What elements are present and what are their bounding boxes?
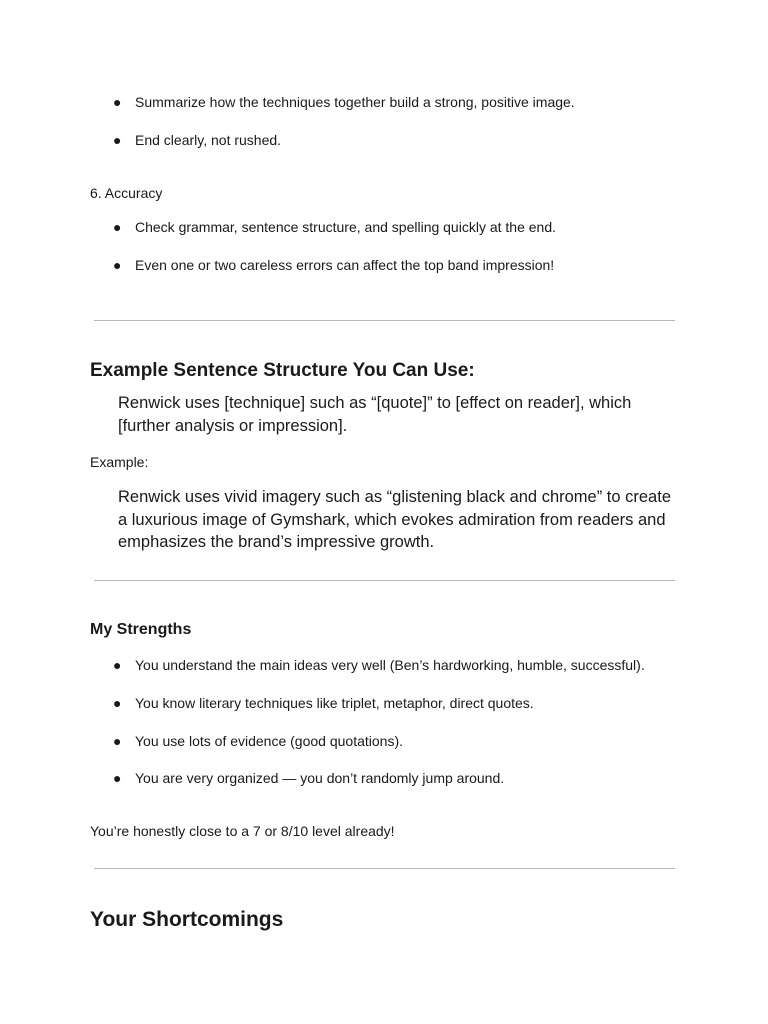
list-item — [113, 693, 534, 713]
bullet-text: You are very organized — you don’t randomly jump around. — [135, 770, 505, 786]
bullet-text: You use lots of evidence (good quotations). — [135, 733, 404, 749]
bullet-icon: ● — [113, 132, 122, 148]
bullet-icon: ● — [113, 94, 122, 110]
bullet-icon: ● — [113, 657, 122, 673]
list-item — [113, 130, 281, 150]
example-text: Renwick uses vivid imagery such as “glistening black and chrome” to create a luxurious image of Gymshark, which evokes admiration from readers and emphasizes the brand’s impressive growth. — [118, 488, 671, 551]
list-item — [113, 768, 504, 788]
bullet-icon: ● — [113, 733, 122, 749]
shortcomings-heading: Your Shortcomings — [90, 908, 284, 931]
bullet-text: Check grammar, sentence structure, and spelling quickly at the end. — [135, 219, 556, 235]
bullet-text: You know literary techniques like triplet, metaphor, direct quotes. — [135, 695, 534, 711]
bullet-text: Summarize how the techniques together build a strong, positive image. — [135, 94, 575, 110]
divider — [94, 868, 675, 869]
example-structure-heading: Example Sentence Structure You Can Use: — [90, 360, 475, 381]
list-item — [113, 92, 575, 112]
divider — [94, 580, 675, 581]
bullet-text: You understand the main ideas very well (Ben’s hardworking, humble, successful). — [135, 657, 645, 673]
structure-template: Renwick uses [technique] such as “[quote]” to [effect on reader], which [further analysis or impression]. — [118, 394, 632, 435]
bullet-icon: ● — [113, 257, 122, 273]
bullet-icon: ● — [113, 219, 122, 235]
strengths-heading: My Strengths — [90, 621, 192, 638]
list-item — [113, 731, 403, 751]
section-heading-accuracy: 6. Accuracy — [90, 185, 163, 201]
bullet-text: Even one or two careless errors can affect the top band impression! — [135, 257, 555, 273]
list-item — [113, 217, 556, 237]
strengths-summary: You’re honestly close to a 7 or 8/10 level already! — [90, 823, 395, 839]
bullet-text: End clearly, not rushed. — [135, 132, 282, 148]
list-item — [113, 655, 645, 675]
bullet-icon: ● — [113, 695, 122, 711]
divider — [94, 320, 675, 321]
bullet-icon: ● — [113, 770, 122, 786]
list-item — [113, 255, 554, 275]
example-label: Example: — [90, 454, 149, 470]
